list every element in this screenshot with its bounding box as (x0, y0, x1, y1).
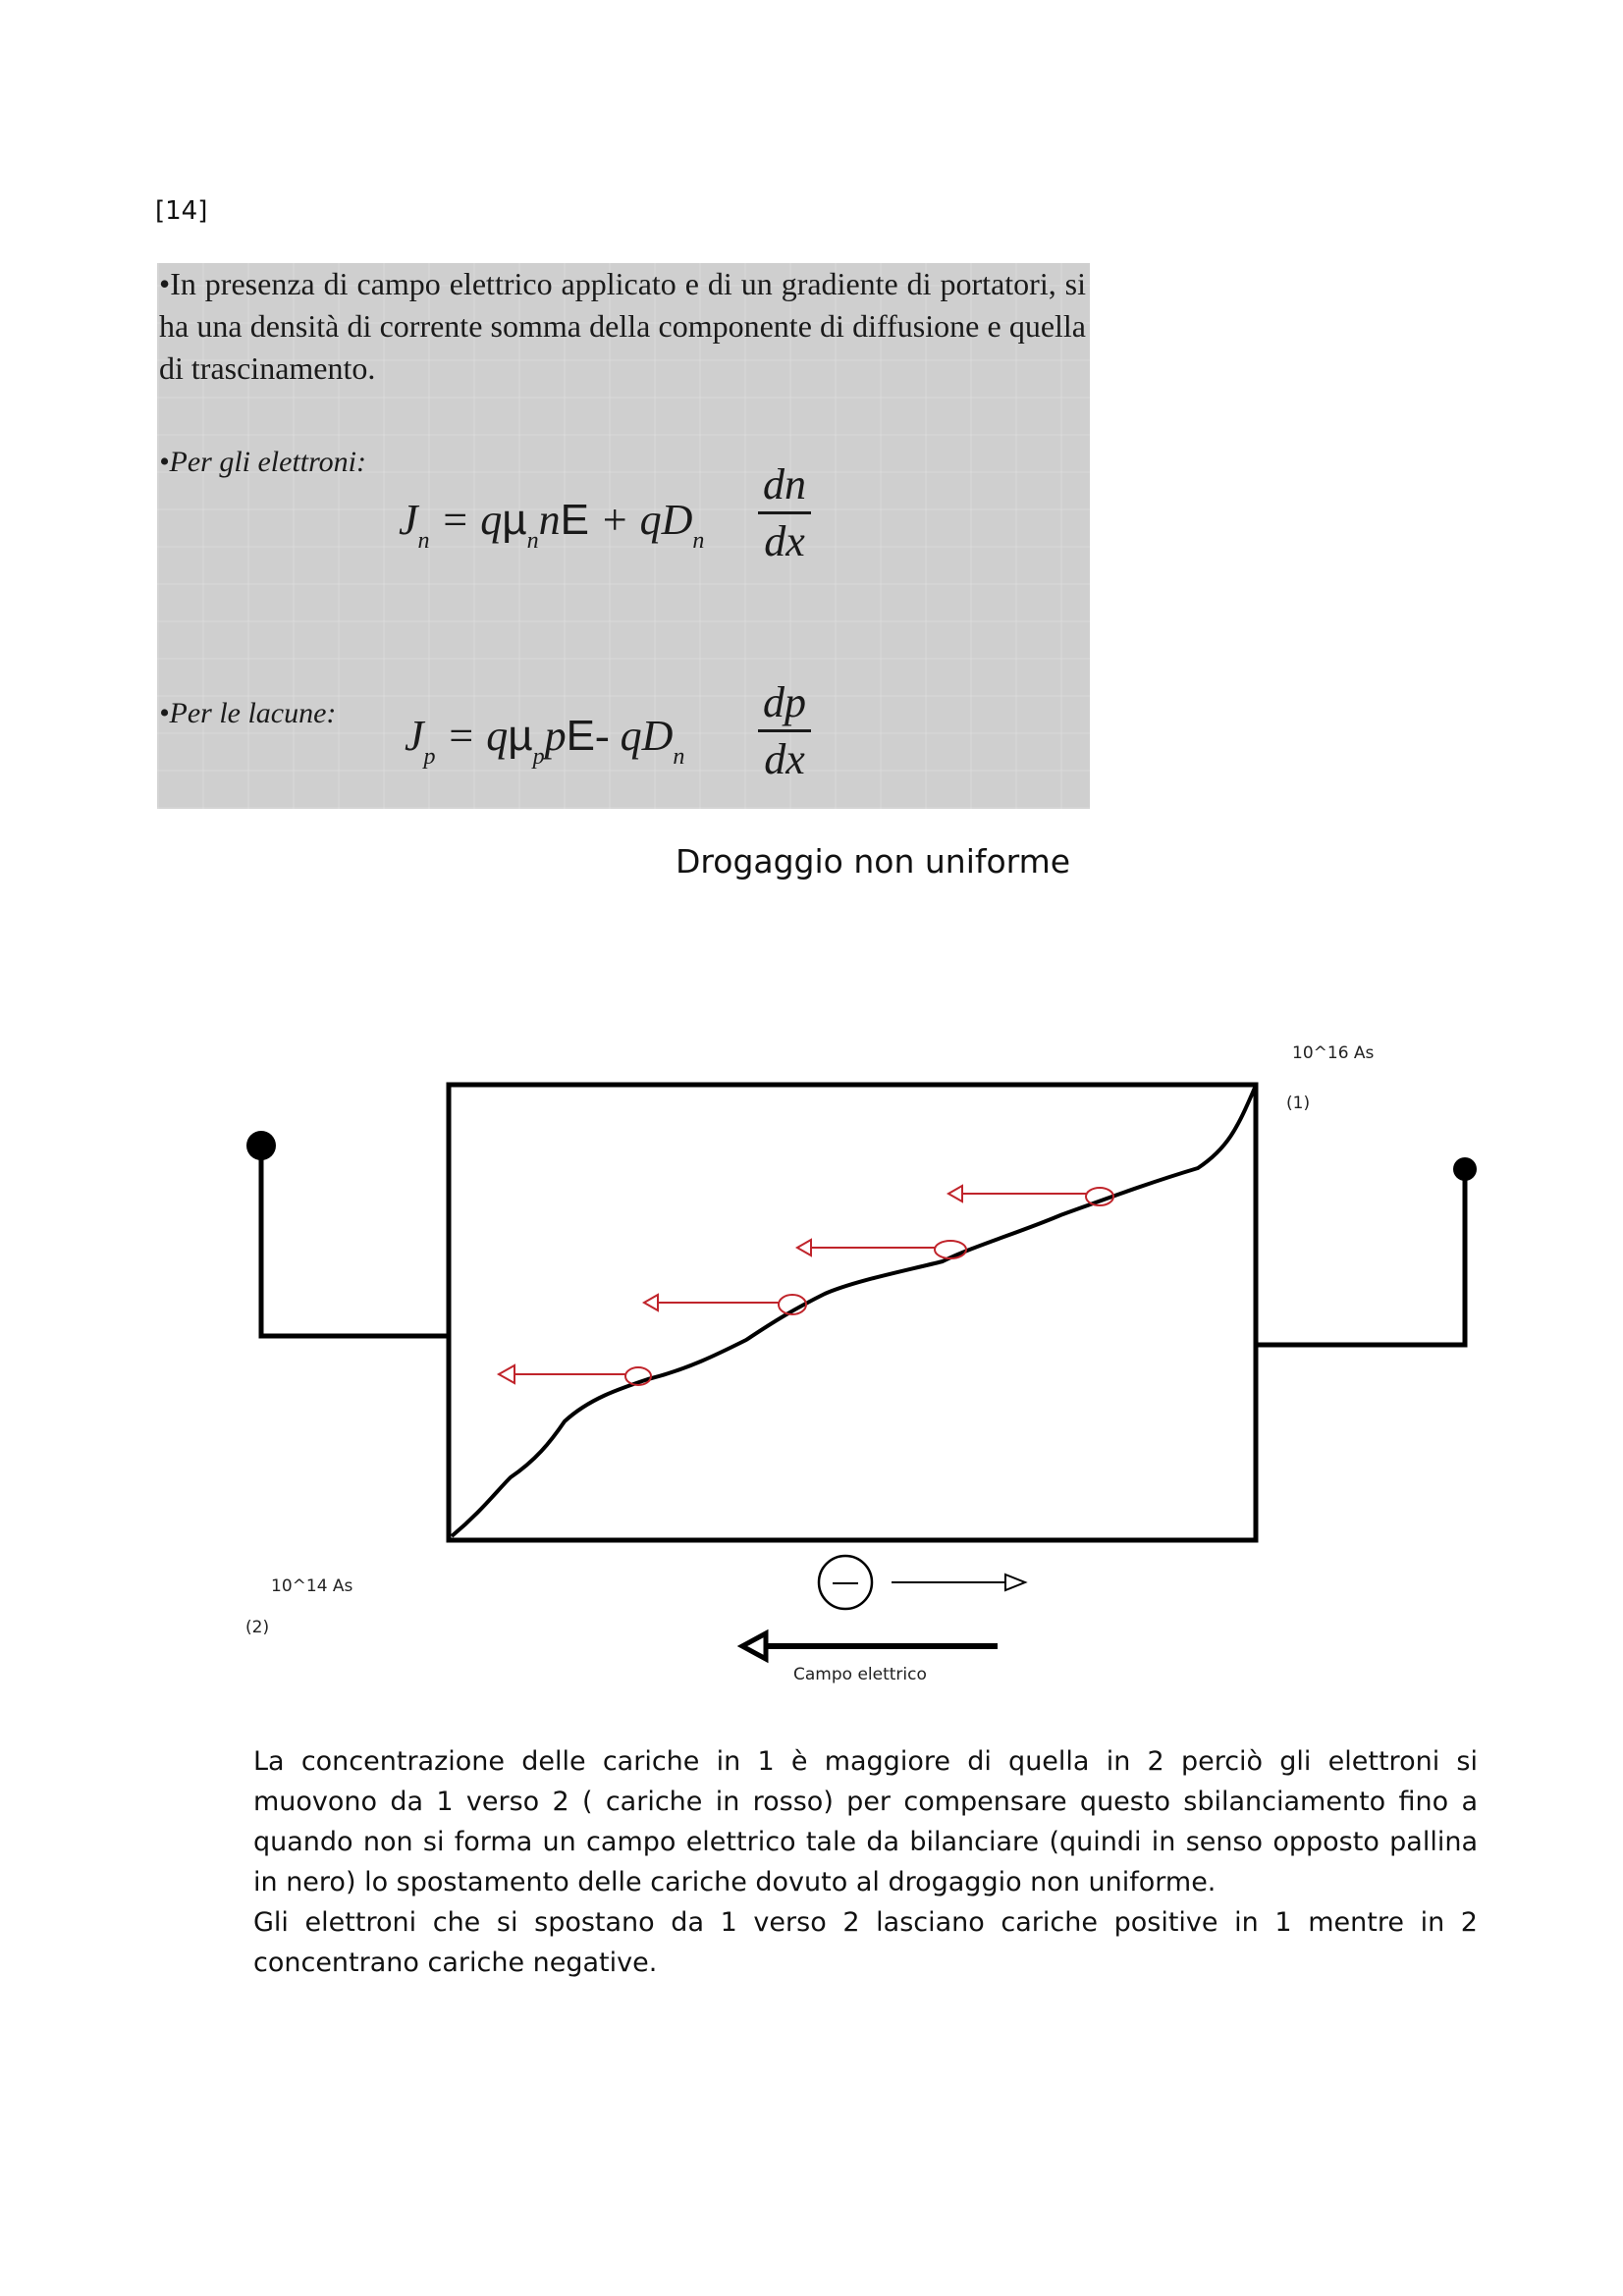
eq-mu: µ (508, 712, 533, 760)
fraction-denominator: dx (764, 735, 805, 783)
field-arrowhead (742, 1633, 766, 1659)
eq-symbol: J (405, 712, 424, 760)
eq-field-symbol: E (566, 712, 595, 760)
fraction-numerator: dn (763, 460, 806, 508)
bottom-index-label: (2) (245, 1618, 270, 1637)
eq-symbol: - qD (594, 712, 674, 760)
page-number: [14] (155, 196, 208, 226)
concentration-curve (452, 1088, 1255, 1536)
eq-subscript: p (532, 744, 545, 770)
carrier-arrows (499, 1186, 1113, 1385)
carrier-arrowhead (644, 1295, 658, 1310)
top-concentration-label: 10^16 As (1292, 1043, 1375, 1063)
eq-subscript: n (692, 528, 705, 554)
left-wire (261, 1158, 449, 1336)
carrier-arrowhead (948, 1186, 962, 1201)
eq-symbol: + qD (588, 496, 693, 544)
fraction-denominator: dx (764, 517, 805, 565)
right-terminal (1453, 1157, 1477, 1181)
diagram-title: Drogaggio non uniforme (676, 842, 1071, 881)
eq-subscript: n (417, 528, 430, 554)
eq-symbol: = q (435, 712, 509, 760)
field-label: Campo elettrico (793, 1665, 927, 1684)
paragraph-1: La concentrazione delle cariche in 1 è maggiore di quella in 2 perciò gli elettroni si muovono da 1 verso 2 ( cariche in rosso) per compensare questo sbilanciamento fino a quando non si forma un campo elettrico tale da bilanciare (quindi in senso opposto pallina in nero) lo spostamento delle cariche dovuto al drogaggio non uniforme. (253, 1746, 1478, 1897)
eq-symbol: p (544, 712, 567, 760)
semiconductor-bar (449, 1085, 1256, 1540)
electrons-label: •Per gli elettroni: (159, 446, 367, 478)
eq-symbol: n (538, 496, 561, 544)
carrier-arrowhead (499, 1365, 514, 1383)
top-index-label: (1) (1286, 1094, 1311, 1113)
eq-subscript: n (526, 528, 539, 554)
slide-intro-text: •In presenza di campo elettrico applicato e di un gradiente di portatori, si ha una densità di corrente somma della componente di diffusione e quella di trascinamento. (159, 266, 1086, 386)
holes-label: •Per le lacune: (159, 697, 337, 729)
eq-subscript: p (423, 744, 436, 770)
eq-mu: µ (502, 496, 527, 544)
eq-symbol: J (399, 496, 418, 544)
bottom-concentration-label: 10^14 As (271, 1576, 353, 1596)
eq-symbol: = q (429, 496, 503, 544)
paragraph-2: Gli elettroni che si spostano da 1 verso 2 lasciano cariche positive in 1 mentre in 2 concentrano cariche negative. (253, 1907, 1478, 1978)
eq-field-symbol: E (560, 496, 589, 544)
drift-arrowhead (1005, 1575, 1025, 1590)
explanation-paragraph (253, 1741, 1478, 1983)
left-terminal (246, 1131, 276, 1160)
right-wire (1256, 1178, 1465, 1345)
carrier-arrowhead (797, 1240, 811, 1255)
eq-subscript: n (673, 744, 685, 770)
fraction-numerator: dp (763, 678, 806, 726)
